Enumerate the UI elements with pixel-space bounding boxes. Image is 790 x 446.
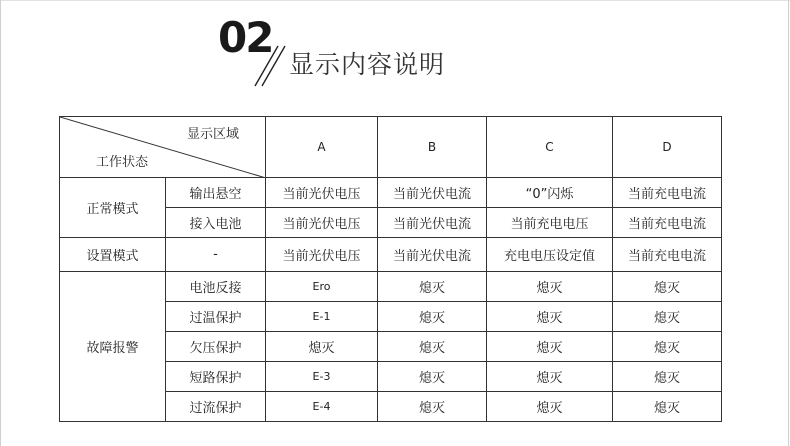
table-cell: 当前光伏电压: [266, 178, 378, 208]
column-header-b: B: [378, 117, 487, 178]
table-cell: 当前光伏电压: [266, 208, 378, 238]
table-cell: 当前充电电流: [613, 178, 722, 208]
table-cell: 当前充电电流: [613, 208, 722, 238]
sub-state-label: 接入电池: [166, 208, 266, 238]
sub-state-label: 电池反接: [166, 272, 266, 302]
table-header-row: [60, 117, 722, 178]
table-cell: 充电电压设定值: [487, 238, 613, 272]
sub-state-label: 过流保护: [166, 392, 266, 422]
heading-slash-icon: [250, 36, 290, 88]
column-header-a: A: [266, 117, 378, 178]
corner-label-work-state: 工作状态: [96, 155, 149, 170]
table-cell: 熄灭: [613, 362, 722, 392]
corner-header-cell: [60, 117, 266, 178]
table-cell: 熄灭: [378, 302, 487, 332]
column-header-c: C: [487, 117, 613, 178]
table-cell: E-3: [266, 362, 378, 392]
table-cell: 熄灭: [613, 272, 722, 302]
table-cell: E-4: [266, 392, 378, 422]
section-number: 02: [218, 13, 273, 62]
table-cell: 熄灭: [613, 302, 722, 332]
section-heading: [0, 0, 790, 110]
table-cell: 当前光伏电流: [378, 178, 487, 208]
table-cell: “0”闪烁: [487, 178, 613, 208]
table-cell: 熄灭: [613, 332, 722, 362]
table-cell: 当前充电电流: [613, 238, 722, 272]
group-label-normal-mode: 正常模式: [60, 178, 166, 238]
table-cell: 熄灭: [487, 392, 613, 422]
group-label-fault-alarm: 故障报警: [60, 272, 166, 422]
table-cell: 熄灭: [487, 362, 613, 392]
column-header-d: D: [613, 117, 722, 178]
table-cell: 当前充电电压: [487, 208, 613, 238]
sub-state-label: 短路保护: [166, 362, 266, 392]
table-cell: 熄灭: [266, 332, 378, 362]
table-cell: 熄灭: [378, 272, 487, 302]
table-row: [60, 178, 722, 208]
table-cell: 当前光伏电压: [266, 238, 378, 272]
sub-state-label: -: [166, 238, 266, 272]
sub-state-label: 输出悬空: [166, 178, 266, 208]
table-cell: E-1: [266, 302, 378, 332]
table-cell: 熄灭: [378, 332, 487, 362]
corner-label-display-area: 显示区域: [186, 127, 239, 142]
display-content-table: [59, 116, 722, 422]
table-cell: 熄灭: [487, 302, 613, 332]
sub-state-label: 欠压保护: [166, 332, 266, 362]
table-cell: 当前光伏电流: [378, 238, 487, 272]
table-row: [60, 238, 722, 272]
table-cell: 熄灭: [613, 392, 722, 422]
table-cell: 熄灭: [487, 272, 613, 302]
section-title: 显示内容说明: [289, 50, 446, 79]
table-cell: 熄灭: [487, 332, 613, 362]
table-cell: 熄灭: [378, 392, 487, 422]
table-cell: Ero: [266, 272, 378, 302]
group-label-setting-mode: 设置模式: [60, 238, 166, 272]
table-row: [60, 272, 722, 302]
table-cell: 熄灭: [378, 362, 487, 392]
table-cell: 当前光伏电流: [378, 208, 487, 238]
sub-state-label: 过温保护: [166, 302, 266, 332]
